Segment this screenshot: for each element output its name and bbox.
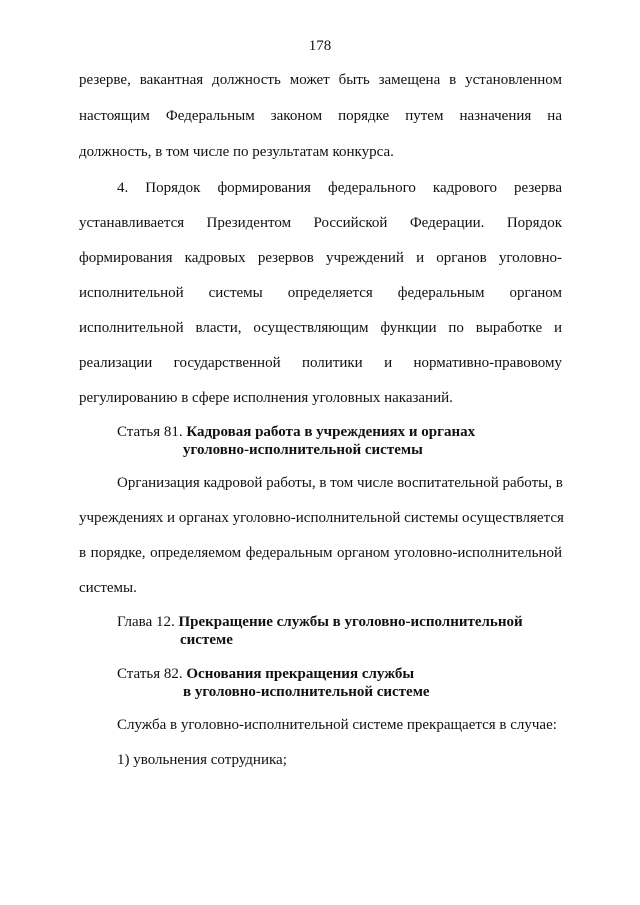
paragraph-line: резерве, вакантная должность может быть замещена в установленном [79,72,562,88]
article-82-heading [117,665,600,683]
paragraph-line: формирования кадровых резервов учреждений и органов уголовно- [79,250,562,266]
article-81-heading [117,423,600,441]
paragraph-line: Служба в уголовно-исполнительной системе прекращается в случае: [117,717,557,733]
paragraph-line: должность, в том числе по результатам конкурса. [79,144,394,160]
paragraph-line: исполнительной власти, осуществляющим функции по выработке и [79,320,562,336]
paragraph-line: регулированию в сфере исполнения уголовных наказаний. [79,390,453,406]
paragraph-line: 4. Порядок формирования федерального кадрового резерва [117,180,562,196]
article-81-title-continued: уголовно-исполнительной системы [183,442,423,458]
paragraph-line: настоящим Федеральным законом порядке путем назначения на [79,108,562,124]
paragraph-line: системы. [79,580,137,596]
chapter-12-title: Прекращение службы в уголовно-исполнительной [178,614,523,630]
paragraph-line: реализации государственной политики и нормативно-правовому [79,355,562,371]
article-82-title-continued: в уголовно-исполнительной системе [183,684,430,700]
article-82-title: Основания прекращения службы [186,666,415,682]
paragraph-line: Организация кадровой работы, в том числе воспитательной работы, в [117,475,563,491]
page-number: 178 [308,38,332,54]
article-81-prefix: Статья 81. [117,424,183,440]
list-item: 1) увольнения сотрудника; [117,752,287,768]
article-82-prefix: Статья 82. [117,666,183,682]
paragraph-line: устанавливается Президентом Российской Федерации. Порядок [79,215,562,231]
paragraph-line: учреждениях и органах уголовно-исполнительной системы осуществляется [79,510,564,526]
chapter-12-prefix: Глава 12. [117,614,175,630]
chapter-12-heading [117,613,600,631]
article-81-title: Кадровая работа в учреждениях и органах [186,424,476,440]
chapter-12-title-continued: системе [180,632,233,648]
paragraph-line: исполнительной системы определяется федеральным органом [79,285,562,301]
paragraph-line: в порядке, определяемом федеральным органом уголовно-исполнительной [79,545,562,561]
